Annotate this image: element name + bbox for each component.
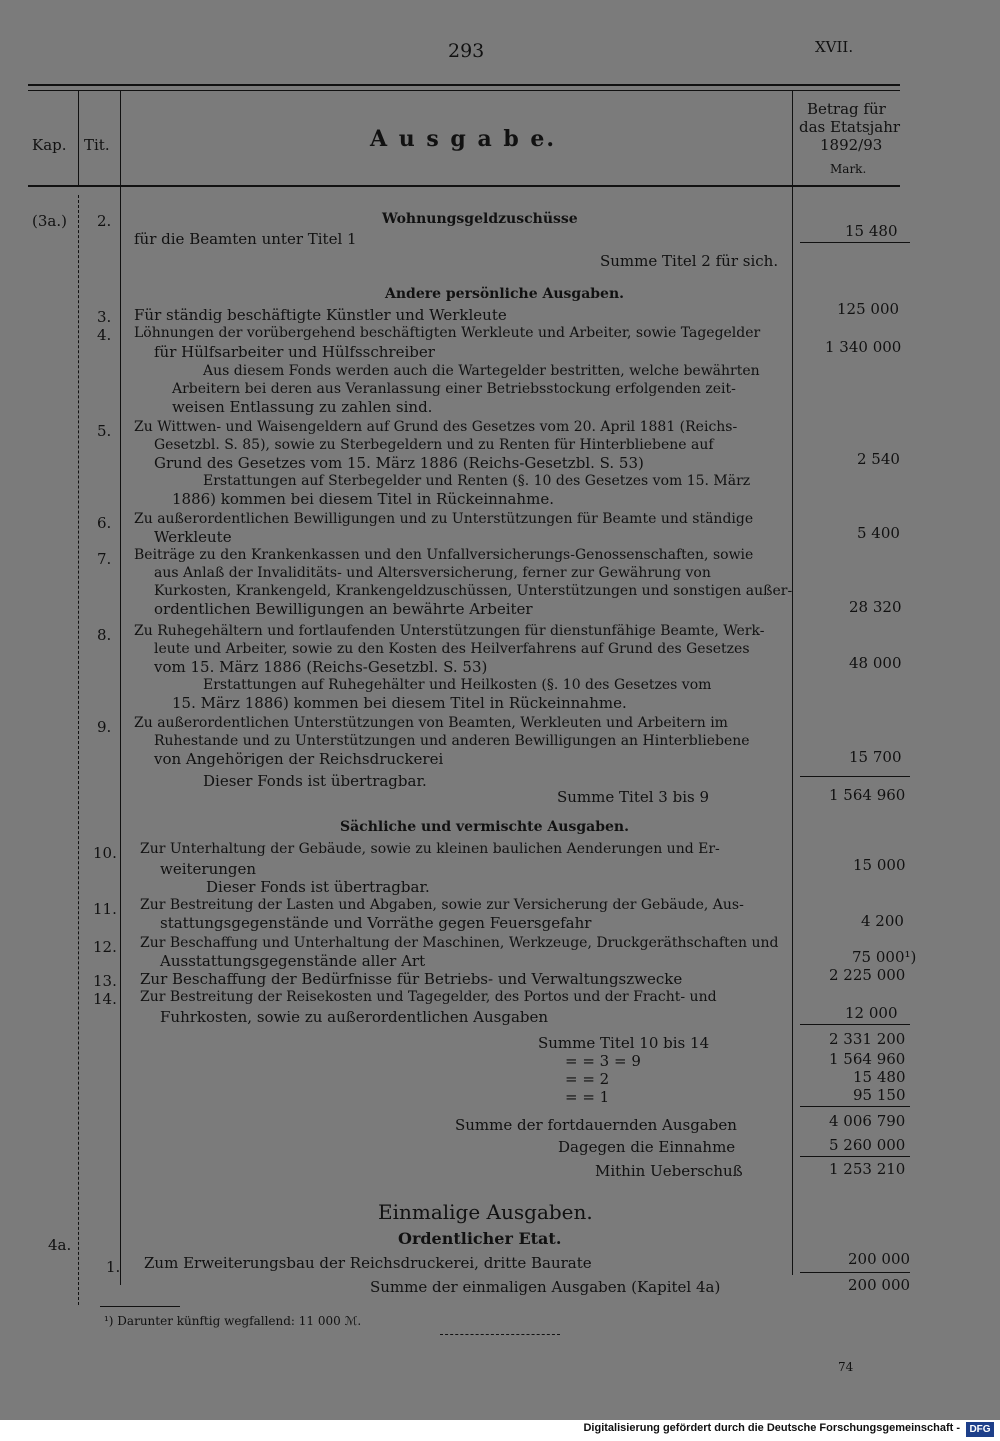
tit-number: 8. <box>97 626 112 644</box>
amount: 1 253 210 <box>829 1160 906 1178</box>
tit-number: 12. <box>93 938 117 956</box>
amount: 1 340 000 <box>825 338 902 356</box>
amount: 15 700 <box>849 748 902 766</box>
banner-text: Digitalisierung gefördert durch die Deutsche Forschungsgemeinschaft - <box>583 1422 960 1434</box>
section-number: XVII. <box>815 38 854 56</box>
entry-text: Löhnungen der vorübergehend beschäftigten Werkleute und Arbeiter, sowie Tagegelder <box>134 325 761 341</box>
page-number: 293 <box>448 40 485 62</box>
entry-text: von Angehörigen der Reichsdruckerei <box>154 750 444 768</box>
entry-text: Zur Bestreitung der Lasten und Abgaben, sowie zur Versicherung der Gebäude, Aus- <box>140 897 744 913</box>
header-bottom-rule <box>28 185 900 187</box>
sum-label: Mithin Ueberschuß <box>595 1162 743 1180</box>
section-heading: Wohnungsgeldzuschüsse <box>382 211 578 227</box>
entry-note: 1886) kommen bei diesem Titel in Rückeinnahme. <box>172 490 554 508</box>
entry-text: Zur Bestreitung der Reisekosten und Tagegelder, des Portos und der Fracht- und <box>140 989 717 1005</box>
tit-number: 1. <box>106 1258 121 1276</box>
tit-number: 6. <box>97 514 112 532</box>
sum-rule <box>800 242 910 243</box>
amount: 4 006 790 <box>829 1112 906 1130</box>
digitization-banner <box>0 1420 1000 1441</box>
entry-note: Erstattungen auf Sterbegelder und Renten (§. 10 des Gesetzes vom 15. März <box>203 473 751 489</box>
entry-text: stattungsgegenstände und Vorräthe gegen Feuersgefahr <box>160 914 592 932</box>
entry-text: Zur Unterhaltung der Gebäude, sowie zu kleinen baulichen Aenderungen und Er- <box>140 841 720 857</box>
end-rule <box>440 1334 560 1335</box>
amount: 2 225 000 <box>829 966 906 984</box>
col-header-amount-2: das Etatsjahr <box>799 118 901 136</box>
amount: 5 400 <box>857 524 900 542</box>
entry-text: ordentlichen Bewilligungen an bewährte Arbeiter <box>154 600 533 618</box>
tit-number: 3. <box>97 308 112 326</box>
page-footer-number: 74 <box>838 1360 854 1374</box>
amount: 125 000 <box>837 300 900 318</box>
entry-text: für Hülfsarbeiter und Hülfsschreiber <box>154 343 435 361</box>
tit-number: 5. <box>97 422 112 440</box>
entry-text: Zu Ruhegehältern und fortlaufenden Unterstützungen für dienstunfähige Beamte, Werk- <box>134 623 765 639</box>
amount: 5 260 000 <box>829 1136 906 1154</box>
entry-text: Beiträge zu den Krankenkassen und den Unfallversicherungs-Genossenschaften, sowie <box>134 547 754 563</box>
sum-label: Summe Titel 3 bis 9 <box>557 788 710 806</box>
col-divider-kap-body <box>78 195 79 1305</box>
sum-rule <box>800 776 910 777</box>
entry-note: Aus diesem Fonds werden auch die Wartegelder bestritten, welche bewährten <box>203 363 760 379</box>
entry-text: Zur Beschaffung der Bedürfnisse für Betriebs- und Verwaltungszwecke <box>140 970 683 988</box>
col-divider-tit <box>120 90 121 1285</box>
sum-label: Summe der fortdauernden Ausgaben <box>455 1116 737 1134</box>
section-heading: Andere persönliche Ausgaben. <box>385 286 625 302</box>
section-heading: Sächliche und vermischte Ausgaben. <box>340 819 629 835</box>
dfg-logo: DFG <box>966 1422 994 1437</box>
amount: 12 000 <box>845 1004 898 1022</box>
amount: 15 480 <box>845 222 898 240</box>
entry-text: Zur Beschaffung und Unterhaltung der Maschinen, Werkzeuge, Druckgeräthschaften und <box>140 935 779 951</box>
amount: 200 000 <box>848 1276 911 1294</box>
footnote-rule <box>100 1306 180 1307</box>
sum-rule <box>800 1156 910 1157</box>
amount: 15 000 <box>853 856 906 874</box>
amount: 2 331 200 <box>829 1030 906 1048</box>
section-heading: Ordentlicher Etat. <box>398 1229 562 1248</box>
table-top-rule-thin <box>28 90 900 91</box>
sum-rule <box>800 1272 910 1273</box>
tit-number: 11. <box>93 900 117 918</box>
tit-number: 4. <box>97 326 112 344</box>
entry-text: Werkleute <box>154 528 232 546</box>
amount: 28 320 <box>849 598 902 616</box>
sum-label: Summe Titel 10 bis 14 <box>538 1034 710 1052</box>
amount: 4 200 <box>861 912 904 930</box>
entry-note: weisen Entlassung zu zahlen sind. <box>172 398 433 416</box>
entry-text: weiterungen <box>160 860 257 878</box>
entry-note: Erstattungen auf Ruhegehälter und Heilkosten (§. 10 des Gesetzes vom <box>203 677 712 693</box>
sum-label: Summe Titel 2 für sich. <box>600 252 779 270</box>
entry-text: Zu Wittwen- und Waisengeldern auf Grund des Gesetzes vom 20. April 1881 (Reichs- <box>134 419 738 435</box>
amount: 15 480 <box>853 1068 906 1086</box>
amount: 75 000¹) <box>852 948 917 966</box>
entry-text: Grund des Gesetzes vom 15. März 1886 (Reichs-Gesetzbl. S. 53) <box>154 454 644 472</box>
entry-text: Zu außerordentlichen Unterstützungen von Beamten, Werkleuten und Arbeitern im <box>134 715 728 731</box>
entry-text: Fuhrkosten, sowie zu außerordentlichen Ausgaben <box>160 1008 549 1026</box>
entry-note: Arbeitern bei deren aus Veranlassung einer Betriebsstockung erfolgenden zeit- <box>172 381 736 397</box>
sum-rule <box>800 1106 910 1107</box>
entry-note: Dieser Fonds ist übertragbar. <box>203 772 427 790</box>
entry-text: aus Anlaß der Invaliditäts- und Altersversicherung, ferner zur Gewährung von <box>154 565 711 581</box>
col-header-title: A u s g a b e. <box>370 126 557 152</box>
col-divider-amount <box>792 90 793 1275</box>
sum-rule <box>800 1024 910 1025</box>
amount: 2 540 <box>857 450 900 468</box>
col-header-amount-1: Betrag für <box>807 100 886 118</box>
amount: 1 564 960 <box>829 1050 906 1068</box>
entry-text: Zu außerordentlichen Bewilligungen und zu Unterstützungen für Beamte und ständige <box>134 511 754 527</box>
table-top-rule <box>28 84 900 86</box>
kap-label: (3a.) <box>32 212 67 230</box>
entry-text: Kurkosten, Krankengeld, Krankengeldzuschüssen, Unterstützungen und sonstigen außer- <box>154 583 793 599</box>
col-header-unit: Mark. <box>830 162 867 176</box>
sum-label: = = 1 <box>565 1088 610 1106</box>
tit-number: 10. <box>93 844 117 862</box>
amount: 1 564 960 <box>829 786 906 804</box>
sum-label: = = 2 <box>565 1070 610 1088</box>
col-header-kap: Kap. <box>32 136 67 154</box>
entry-text: Für ständig beschäftigte Künstler und Werkleute <box>134 306 507 324</box>
sum-label: = = 3 = 9 <box>565 1052 641 1070</box>
tit-number: 14. <box>93 990 117 1008</box>
footnote: ¹) Darunter künftig wegfallend: 11 000 ℳ. <box>104 1314 362 1328</box>
entry-text: leute und Arbeiter, sowie zu den Kosten des Heilverfahrens auf Grund des Gesetzes <box>154 641 750 657</box>
sum-label: Summe der einmaligen Ausgaben (Kapitel 4a) <box>370 1278 721 1296</box>
tit-number: 7. <box>97 550 112 568</box>
col-divider-kap <box>78 90 79 186</box>
entry-text: Ausstattungsgegenstände aller Art <box>160 952 426 970</box>
kap-label: 4a. <box>48 1236 72 1254</box>
section-heading: Einmalige Ausgaben. <box>378 1200 593 1224</box>
entry-text: vom 15. März 1886 (Reichs-Gesetzbl. S. 53) <box>154 658 488 676</box>
tit-number: 9. <box>97 718 112 736</box>
amount: 48 000 <box>849 654 902 672</box>
col-header-tit: Tit. <box>84 136 110 154</box>
entry-text: für die Beamten unter Titel 1 <box>134 230 357 248</box>
entry-text: Zum Erweiterungsbau der Reichsdruckerei, dritte Baurate <box>144 1254 592 1272</box>
tit-number: 2. <box>97 212 112 230</box>
amount: 95 150 <box>853 1086 906 1104</box>
entry-note: 15. März 1886) kommen bei diesem Titel in Rückeinnahme. <box>172 694 627 712</box>
sum-label: Dagegen die Einnahme <box>558 1138 736 1156</box>
col-header-amount-3: 1892/93 <box>820 136 883 154</box>
entry-text: Ruhestande und zu Unterstützungen und anderen Bewilligungen an Hinterbliebene <box>154 733 750 749</box>
entry-text: Gesetzbl. S. 85), sowie zu Sterbegeldern und zu Renten für Hinterbliebene auf <box>154 437 714 453</box>
tit-number: 13. <box>93 972 117 990</box>
amount: 200 000 <box>848 1250 911 1268</box>
entry-note: Dieser Fonds ist übertragbar. <box>206 878 430 896</box>
